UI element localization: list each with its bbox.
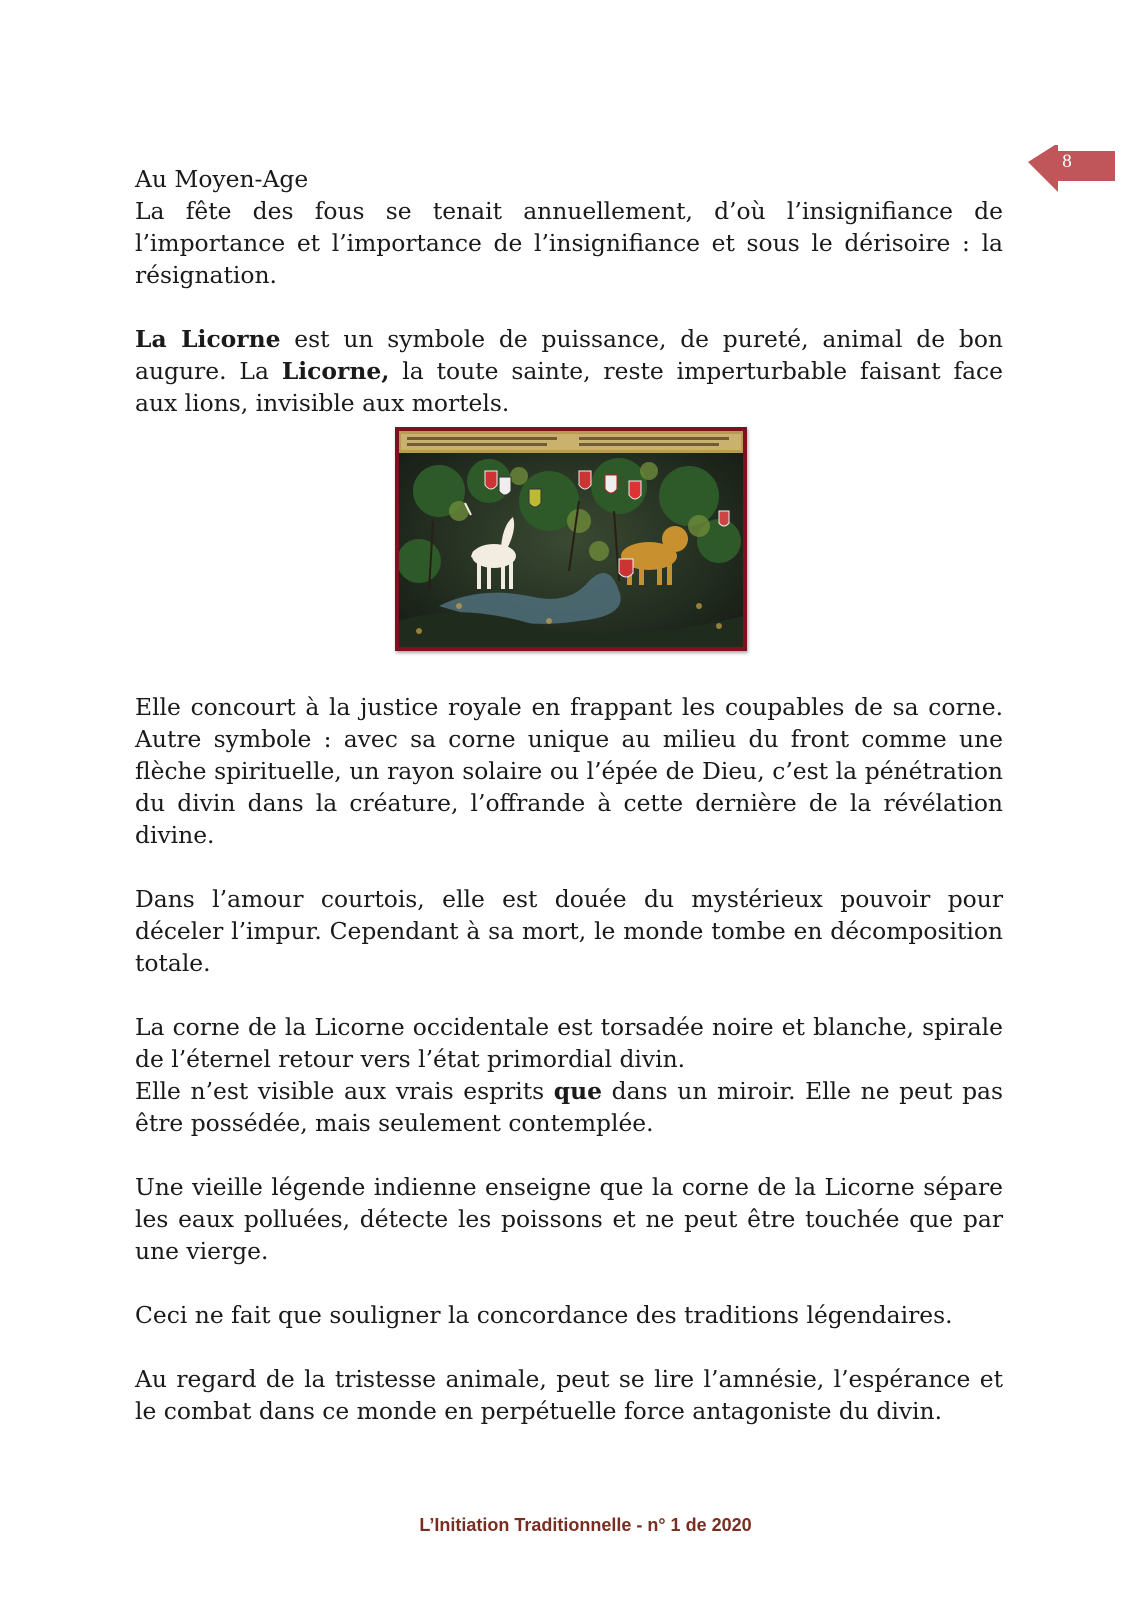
article-body — [135, 163, 1003, 1459]
section-title: Au Moyen-Age — [135, 165, 309, 193]
bold-term: que — [553, 1077, 603, 1105]
page-number: 8 — [1062, 151, 1072, 172]
paragraph-corne: La corne de la Licorne occidentale est torsadée noire et blanche, spirale de l’éternel retour vers l’état primordial divin. — [135, 1013, 1003, 1073]
paragraph-concordance: Ceci ne fait que souligner la concordance des traditions légendaires. — [135, 1301, 953, 1329]
section-moyen-age — [135, 163, 1003, 291]
paragraph-text: Elle n’est visible aux vrais esprits — [135, 1077, 554, 1105]
page-footer: L’Initiation Traditionnelle - n° 1 de 2020 — [419, 1515, 752, 1535]
paragraph-amour-courtois: Dans l’amour courtois, elle est douée du mystérieux pouvoir pour déceler l’impur. Cependant à sa mort, le monde tombe en décomposition totale. — [135, 885, 1003, 977]
paragraph-tristesse: Au regard de la tristesse animale, peut se lire l’amnésie, l’espérance et le combat dans ce monde en perpétuelle force antagoniste du divin. — [135, 1365, 1003, 1425]
paragraph-justice: Elle concourt à la justice royale en frappant les coupables de sa corne. Autre symbole : avec sa corne unique au milieu du front comme une flèche spirituelle, un rayon solaire ou l’épée de Dieu, c’est la pénétration du divin dans la créature, l’offrande à cette dernière de la révélation divine. — [135, 693, 1003, 849]
paragraph-text: La fête des fous se tenait annuellement, d’où l’insignifiance de l’importance et l’importance de l’insignifiance et sous le dérisoire : la résignation. — [135, 197, 1003, 289]
paragraph-text: dans un miroir. Elle ne peut pas être possédée, mais seulement contemplée. — [135, 1077, 1004, 1137]
paragraph-legende: Une vieille légende indienne enseigne que la corne de la Licorne sépare les eaux polluées, détecte les poissons et ne peut être touchée que par une vierge. — [135, 1173, 1003, 1265]
paragraph-miroir — [135, 1075, 1003, 1139]
paragraph-text: est un symbole de puissance, de pureté, animal de bon augure. La — [135, 325, 1003, 385]
paragraph-text: la toute sainte, reste imperturbable faisant face aux lions, invisible aux mortels. — [135, 357, 1004, 417]
tapestry-image — [395, 427, 747, 651]
page-number-marker — [1028, 145, 1118, 197]
unicorn-lion-tapestry-image — [399, 431, 743, 647]
paragraph-licorne — [135, 323, 1003, 419]
bold-term: La Licorne — [135, 325, 281, 353]
bold-term: Licorne, — [281, 357, 390, 385]
